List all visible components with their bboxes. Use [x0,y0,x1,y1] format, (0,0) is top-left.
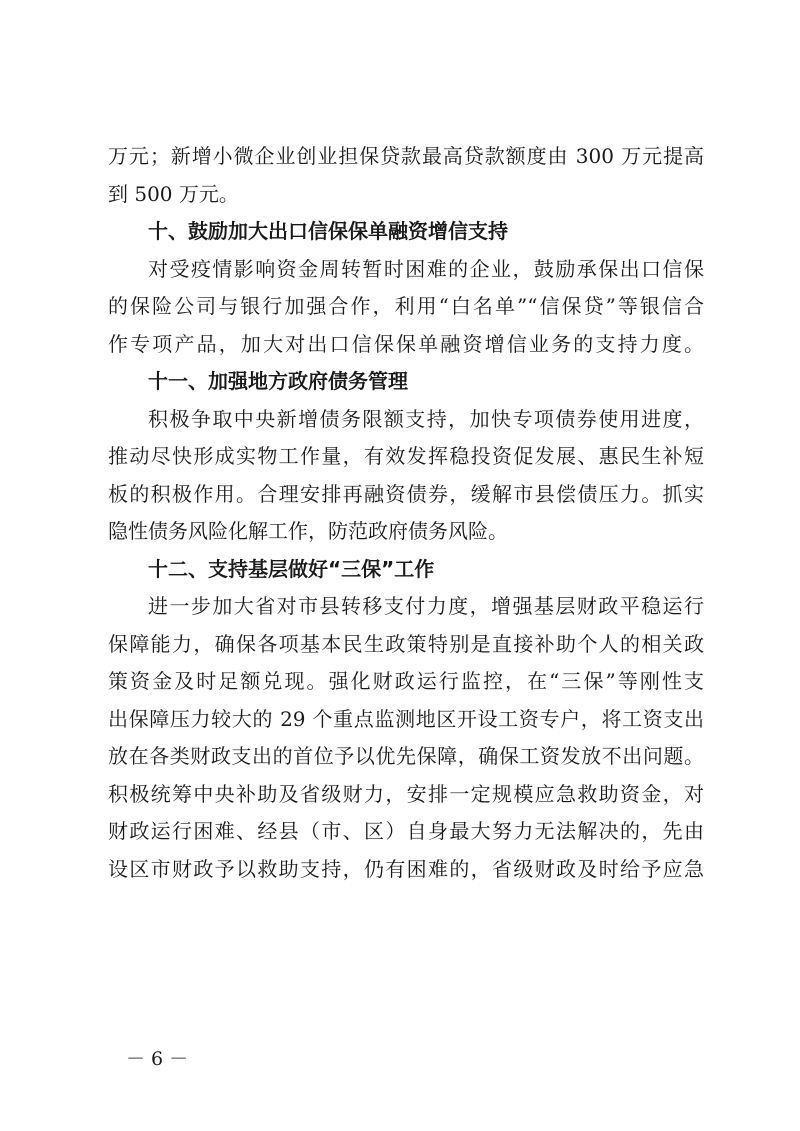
paragraph-line: 积极争取中央新增债务限额支持，加快专项债券使用进度， [148,406,704,431]
document-body [108,138,704,888]
page-number: － 6 － [126,1048,189,1070]
paragraph-line: 板的积极作用。合理安排再融资债券，缓解市县偿债压力。抓实 [108,481,704,506]
paragraph-line: 财政运行困难、经县（市、区）自身最大努力无法解决的，先由 [108,819,704,843]
paragraph-line: 积极统筹中央补助及省级财力，安排一定规模应急救助资金，对 [108,781,704,806]
paragraph-line: 对受疫情影响资金周转暂时困难的企业，鼓励承保出口信保 [148,256,704,281]
paragraph-line: 保障能力，确保各项基本民生政策特别是直接补助个人的相关政 [108,631,704,656]
section-heading-12: 十二、支持基层做好“三保”工作 [148,556,435,581]
paragraph-line: 策资金及时足额兑现。强化财政运行监控，在“三保”等刚性支 [108,669,704,693]
paragraph-line: 进一步加大省对市县转移支付力度，增强基层财政平稳运行 [148,594,704,618]
paragraph-line: 出保障压力较大的 29 个重点监测地区开设工资专户，将工资支出 [108,706,704,731]
paragraph-line: 推动尽快形成实物工作量，有效发挥稳投资促发展、惠民生补短 [108,444,704,468]
paragraph-line: 万元；新增小微企业创业担保贷款最高贷款额度由 300 万元提高 [108,144,704,168]
paragraph-line: 设区市财政予以救助支持，仍有困难的，省级财政及时给予应急 [108,856,704,881]
paragraph-line: 的保险公司与银行加强合作，利用“白名单”“信保贷”等银信合 [108,294,704,318]
paragraph-line: 隐性债务风险化解工作，防范政府债务风险。 [108,519,508,543]
paragraph-line: 放在各类财政支出的首位予以优先保障，确保工资发放不出问题。 [108,744,704,768]
section-heading-10: 十、鼓励加大出口信保保单融资增信支持 [148,219,508,243]
paragraph-line: 作专项产品，加大对出口信保保单融资增信业务的支持力度。 [108,331,704,356]
section-heading-11: 十一、加强地方政府债务管理 [148,369,408,393]
paragraph-line: 到 500 万元。 [108,181,239,206]
